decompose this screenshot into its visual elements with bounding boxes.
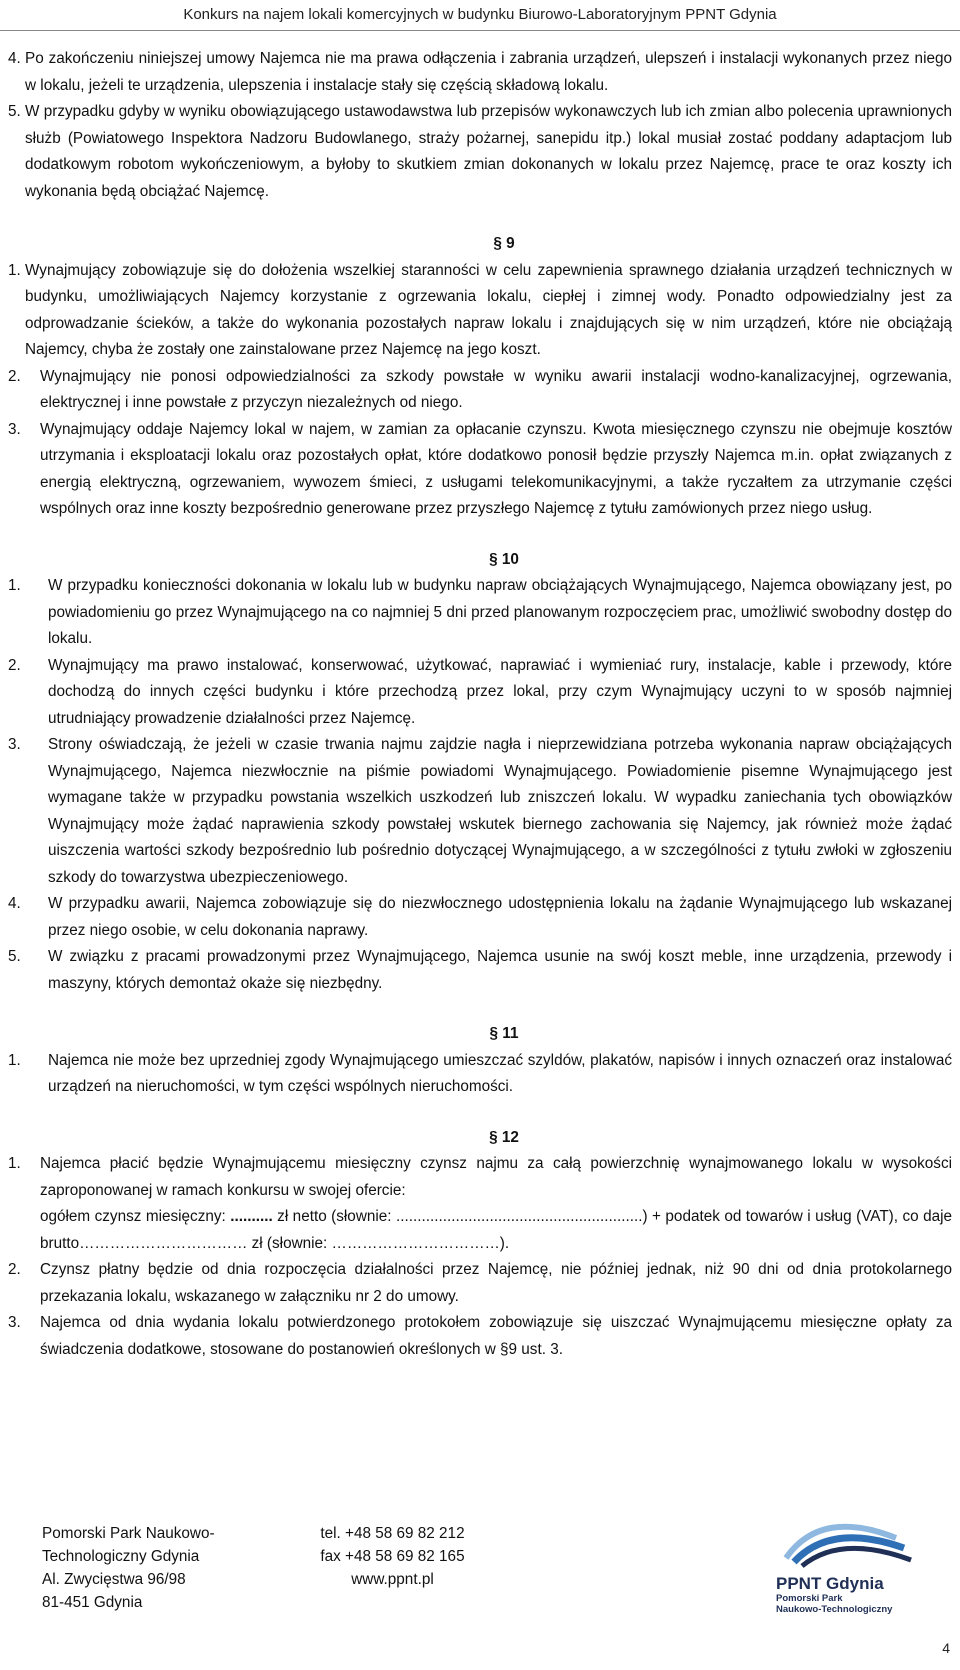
footer-line: Al. Zwycięstwa 96/98	[42, 1571, 186, 1588]
list-item	[8, 891, 952, 944]
item-number: 4.	[8, 50, 21, 67]
logo-title: PPNT Gdynia	[776, 1574, 884, 1593]
list-item	[8, 732, 952, 891]
rent-line	[40, 1204, 952, 1257]
item-number: 5.	[8, 948, 21, 965]
rent-rest: zł netto (słownie: ..........................................................) + podatek od towarów i usług (VAT), co daje brutto…………………………… zł (słownie: ……………………………).	[40, 1208, 953, 1252]
item-number: 3.	[8, 420, 21, 438]
page-number: 4	[942, 1640, 950, 1656]
item-text: Strony oświadczają, że jeżeli w czasie trwania najmu zajdzie nagła i nieprzewidziana potrzeba wykonania napraw obciążających Wynajmującego, Najemca niezwłocznie na piśmie powiadomi Wynajmującego. Powiadomienie pisemne Wynajmującego jest wymagane także w przypadku powstania wszelkich uszkodzeń lub zniszczeń lokalu. W wypadku zaniechania tych obowiązków Wynajmujący może żądać naprawienia szkody powstałej wskutek biernego zachowania się Najemcy, jak również może żądać uiszczenia wartości szkody bezpośrednio lub pośrednio dotyczącej Wynajmującego, a w szczególności z tytułu zwłoki w zgłoszeniu szkody do towarzystwa ubezpieczeniowego.	[48, 736, 952, 886]
list-item	[8, 1310, 952, 1363]
item-text: Wynajmujący ma prawo instalować, konserwować, użytkować, naprawiać i wymieniać rury, instalacje, kable i przewody, które dochodzą do innych części budynku i które przechodzą przez lokal, przy czym Wynajmujący uczyni to w sposób najmniej utrudniający prowadzenie działalności przez Najemcę.	[48, 656, 952, 727]
item-body	[40, 1151, 952, 1257]
item-number: 1.	[8, 1051, 21, 1069]
footer-phone: tel. +48 58 69 82 212	[320, 1525, 465, 1542]
footer-contact	[305, 1522, 480, 1591]
list-item	[8, 1257, 952, 1310]
list-item	[8, 258, 952, 364]
list-item	[8, 1151, 952, 1257]
list-item	[8, 364, 952, 417]
item-text: W przypadku awarii, Najemca zobowiązuje się do niezwłocznego udostępnienia lokalu na żądanie Wynajmującego lub wskazanej przez niego osobie, w celu dokonania naprawy.	[48, 895, 952, 939]
footer-line: Pomorski Park Naukowo-	[42, 1525, 215, 1542]
footer-line: 81-451 Gdynia	[42, 1594, 143, 1611]
ppnt-logo	[746, 1518, 916, 1618]
footer-fax: fax +48 58 69 82 165	[320, 1548, 465, 1565]
logo-subtitle	[776, 1593, 892, 1615]
list-item	[8, 573, 952, 653]
item-number: 1.	[8, 261, 21, 279]
list-item	[8, 99, 952, 205]
item-number: 3.	[8, 736, 21, 753]
list-item	[8, 944, 952, 997]
rent-amount-blank: ..........	[225, 1208, 273, 1225]
item-text: Najemca nie może bez uprzedniej zgody Wynajmującego umieszczać szyldów, plakatów, napisów i innych oznaczeń oraz instalować urządzeń na nieruchomości, w tym części wspólnych nieruchomości.	[48, 1051, 952, 1095]
ppnt-logo-mark-icon	[746, 1518, 916, 1578]
item-text: Wynajmujący oddaje Najemcy lokal w najem, w zamian za opłacanie czynszu. Kwota miesięcznego czynszu nie obejmuje kosztów utrzymania i eksploatacji lokalu oraz pozostałych opłat, które dodatkowo ponosił będzie przyszły Najemca m.in. opłat związanych z energią elektryczną, ogrzewaniem, wywozem śmieci, z usługami telekomunikacyjnymi, a także ryczałtem za utrzymanie części wspólnych oraz inne koszty bezpośrednio generowane przez przyszłego Najemcę z tytułu zamówionych przez niego usług.	[40, 420, 952, 517]
list-item	[8, 653, 952, 733]
document-header: Konkurs na najem lokali komercyjnych w budynku Biurowo-Laboratoryjnym PPNT Gdynia	[183, 6, 777, 23]
header-divider	[0, 30, 960, 31]
footer-line: Technologiczny Gdynia	[42, 1548, 200, 1565]
item-text: Czynsz płatny będzie od dnia rozpoczęcia działalności przez Najemcę, nie później jednak, niż 90 dni od dnia protokolarnego przekazania lokalu, wskazanego w załączniku nr 2 do umowy.	[40, 1261, 952, 1305]
section-heading: § 10	[489, 550, 519, 568]
item-text: Wynajmujący zobowiązuje się do dołożenia wszelkiej staranności w celu zapewnienia sprawnego działania urządzeń technicznych w budynku, umożliwiających Najemcy korzystanie z ogrzewania lokalu, ciepłej i zimnej wody. Ponadto odpowiedzialny jest za odprowadzanie ścieków, a także do wykonania pozostałych napraw lokalu i znajdujących się w nim urządzeń, które nie obciążają Najemcy, chyba że zostały one zainstalowane przez Najemcę na jego koszt.	[25, 261, 952, 358]
item-number: 2.	[8, 656, 21, 674]
item-text: Najemca płacić będzie Wynajmującemu miesięczny czynsz najmu za całą powierzchnię wynajmowanego lokalu w wysokości zaproponowanej w ramach konkursu w swojej ofercie:	[40, 1155, 952, 1199]
footer-address	[42, 1522, 215, 1614]
document-body	[8, 46, 952, 1363]
item-number: 1.	[8, 1155, 21, 1172]
section-heading: § 9	[493, 235, 515, 252]
item-text: W związku z pracami prowadzonymi przez Wynajmującego, Najemca usunie na swój koszt meble, inne urządzenia, przewody i maszyny, których demontaż okaże się niezbędny.	[48, 948, 952, 992]
list-item	[8, 417, 952, 523]
item-text: W przypadku gdyby w wyniku obowiązującego ustawodawstwa lub przepisów wykonawczych lub ich zmian albo polecenia uprawnionych służb (Powiatowego Inspektora Nadzoru Budowlanego, straży pożarnej, sanepidu itp.) lokal musiał zostać poddany adaptacjom lub dodatkowym robotom wykończeniowym, a byłoby to skutkiem zmian dokonanych w lokalu przez Najemcę, prace te oraz koszty ich wykonania będą obciążać Najemcę.	[25, 103, 952, 200]
item-number: 2.	[8, 1261, 21, 1278]
item-number: 3.	[8, 1314, 21, 1331]
item-number: 5.	[8, 103, 21, 120]
rent-label: ogółem czynsz miesięczny:	[40, 1208, 226, 1225]
item-text: Po zakończeniu niniejszej umowy Najemca nie ma prawa odłączenia i zabrania urządzeń, ulepszeń i instalacji wykonanych przez niego w lokalu, jeżeli te urządzenia, ulepszenia i instalacje stały się częścią składową lokalu.	[25, 50, 952, 94]
list-item	[8, 1048, 952, 1101]
item-text: Wynajmujący nie ponosi odpowiedzialności za szkody powstałe w wyniku awarii instalacji wodno-kanalizacyjnej, ogrzewania, elektrycznej i inne powstałe z przyczyn niezależnych od niego.	[40, 367, 952, 411]
document-footer	[0, 1522, 960, 1622]
item-text: W przypadku konieczności dokonania w lokalu lub w budynku napraw obciążających Wynajmującego, Najemca obowiązany jest, po powiadomieniu go przez Wynajmującego na co najmniej 5 dni przed planowanym rozpoczęciem prac, umożliwić swobodny dostęp do lokalu.	[48, 577, 952, 647]
item-number: 1.	[8, 577, 21, 594]
section-heading: § 11	[489, 1025, 519, 1042]
logo-subtitle-line: Naukowo-Technologiczny	[776, 1604, 893, 1615]
section-heading: § 12	[489, 1128, 519, 1146]
list-item	[8, 46, 952, 99]
item-text: Najemca od dnia wydania lokalu potwierdzonego protokołem zobowiązuje się uiszczać Wynajmującemu miesięczne opłaty za świadczenia dodatkowe, stosowane do postanowień określonych w §9 ust. 3.	[40, 1314, 952, 1358]
item-number: 2.	[8, 367, 21, 385]
item-number: 4.	[8, 895, 21, 912]
logo-subtitle-line: Pomorski Park	[776, 1593, 843, 1604]
footer-website-link[interactable]: www.ppnt.pl	[351, 1571, 434, 1588]
